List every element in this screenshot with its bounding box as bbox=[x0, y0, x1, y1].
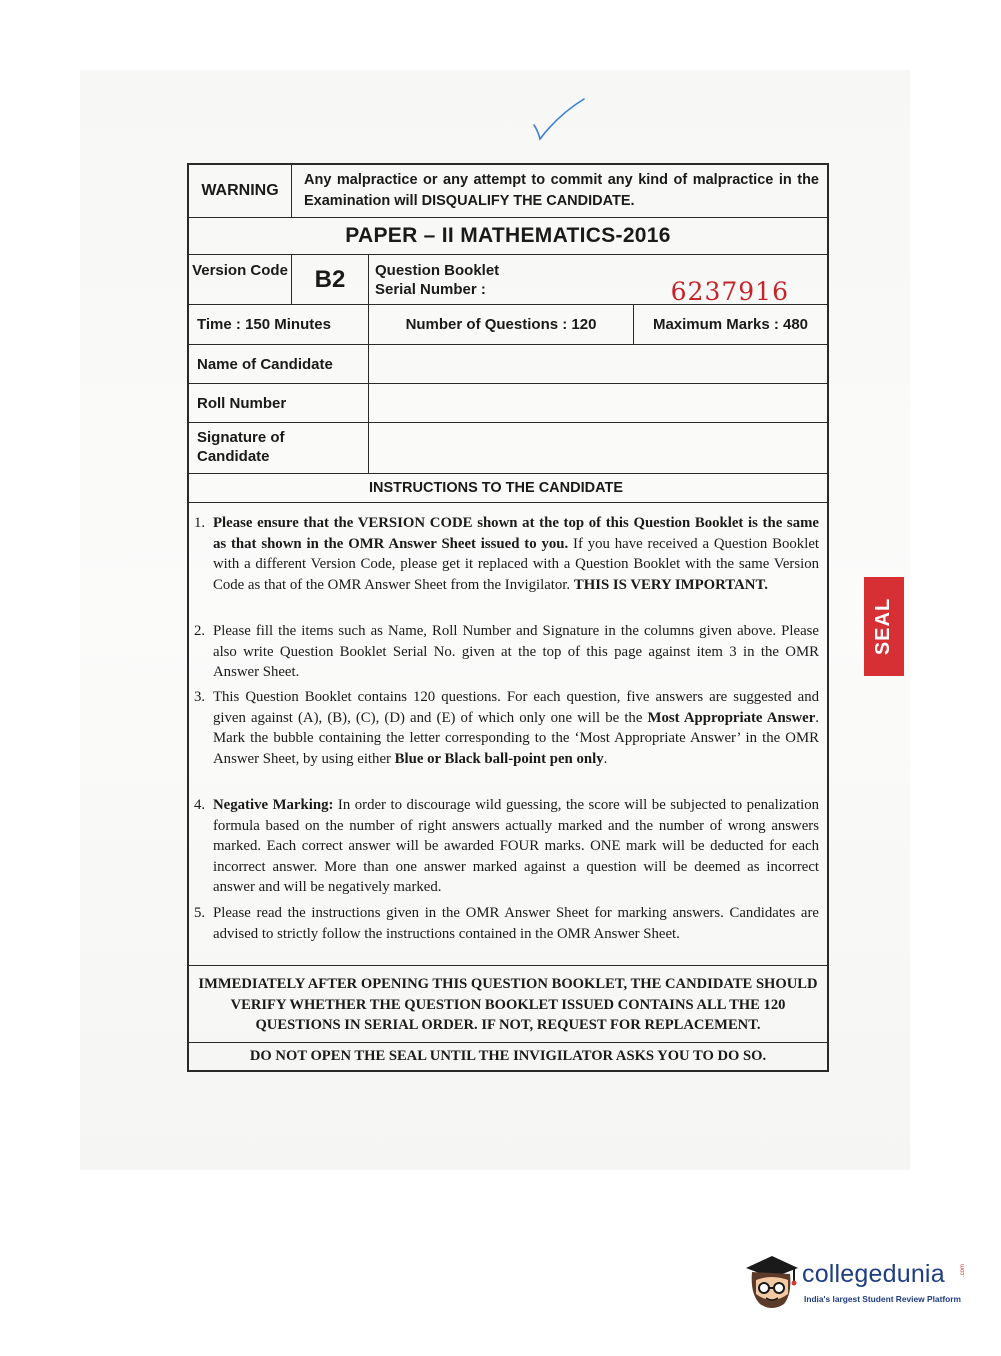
warning-row bbox=[189, 165, 827, 218]
serial-number-value: 6237916 bbox=[670, 277, 789, 306]
instruction-item bbox=[189, 795, 819, 898]
instruction-text: . bbox=[603, 750, 608, 767]
instruction-text: If you have received a Question Booklet with a different Version Code, please get it replaced with a Question Booklet with the same Version Code as that of the OMR Answer Sheet from the Invigilator. bbox=[213, 535, 819, 593]
signature-label bbox=[189, 423, 369, 473]
instruction-number: 1. bbox=[194, 515, 206, 531]
instruction-text: Please read the instructions given in the OMR Answer Sheet for marking answers. Candidates are advised to strictly follow the instructions contained in the OMR Answer Sheet. bbox=[213, 905, 819, 942]
question-booklet-cover bbox=[187, 163, 829, 1072]
instruction-number: 2. bbox=[194, 623, 206, 639]
signature-row bbox=[189, 423, 827, 474]
instruction-bold: Blue or Black ball-point pen only bbox=[394, 750, 604, 767]
instruction-bold: Please ensure that the VERSION CODE shown at the top of this Question Booklet is the same as that shown in the OMR Answer Sheet issued to you. bbox=[213, 515, 819, 552]
serial-label-line2: Serial Number : bbox=[375, 281, 486, 298]
instruction-text: . Mark the bubble containing the letter corresponding to the ‘Most Appropriate Answer’ in the OMR Answer Sheet, by using either bbox=[213, 709, 819, 767]
instruction-number: 4. bbox=[194, 797, 206, 813]
serial-label-line1: Question Booklet bbox=[375, 262, 500, 279]
instruction-number: 3. bbox=[194, 689, 206, 705]
seal-warning-footer: DO NOT OPEN THE SEAL UNTIL THE INVIGILATOR ASKS YOU TO DO SO. bbox=[249, 1048, 767, 1064]
instruction-item bbox=[189, 903, 819, 944]
instruction-number: 5. bbox=[194, 905, 206, 921]
signature-label-line1: Signature of bbox=[197, 429, 285, 446]
instruction-bold: Negative Marking: bbox=[213, 797, 334, 813]
instruction-text: In order to discourage wild guessing, the score will be subjected to penalization formula based on the number of right answers actually marked and the number of wrong answers marked. Each correct answer will be awarded FOUR marks. ONE mark will be deducted for each incorrect answer. More than one answer marked against a question will be deemed as incorrect answer and will be negatively marked. bbox=[213, 797, 819, 896]
seal-tab[interactable] bbox=[864, 577, 904, 676]
version-row bbox=[189, 255, 827, 305]
name-field[interactable] bbox=[369, 345, 827, 383]
warning-text: Any malpractice or any attempt to commit any kind of malpractice in the Examination will DISQUALIFY THE CANDIDATE. bbox=[304, 172, 819, 209]
version-code-value: B2 bbox=[292, 255, 369, 304]
logo-tagline: India's largest Student Review Platform bbox=[804, 1294, 961, 1304]
paper-title: PAPER – II MATHEMATICS-2016 bbox=[189, 218, 827, 255]
instruction-text: Please fill the items such as Name, Roll Number and Signature in the columns given above. Please also write Question Booklet Serial No. given at the top of this page against item 3 in the OMR Answer Sheet. bbox=[213, 623, 819, 681]
instructions-list bbox=[189, 503, 827, 965]
instruction-bold: THIS IS VERY IMPORTANT. bbox=[573, 576, 768, 593]
instruction-item bbox=[189, 687, 819, 769]
instruction-bold: Most Appropriate Answer bbox=[647, 709, 816, 726]
logo-domain: .com bbox=[960, 1264, 966, 1278]
serial-number-label bbox=[369, 255, 559, 304]
roll-label: Roll Number bbox=[189, 384, 369, 422]
checkmark-icon bbox=[528, 95, 588, 145]
signature-field[interactable] bbox=[369, 423, 827, 473]
signature-label-line2: Candidate bbox=[197, 448, 270, 465]
version-code-label: Version Code bbox=[189, 255, 292, 304]
marks-info: Maximum Marks : 480 bbox=[652, 316, 809, 333]
roll-field[interactable] bbox=[369, 384, 827, 422]
instruction-text: This Question Booklet contains 120 questions. For each question, five answers are suggested and given against (A), (B), (C), (D) and (E) of which only one will be the bbox=[213, 689, 819, 726]
collegedunia-logo[interactable] bbox=[742, 1250, 972, 1320]
seal-label: SEAL bbox=[872, 597, 895, 656]
collegedunia-mascot-icon bbox=[742, 1250, 800, 1312]
questions-info: Number of Questions : 120 bbox=[369, 305, 634, 344]
roll-row bbox=[189, 384, 827, 423]
exam-info-row bbox=[189, 305, 827, 345]
time-info: Time : 150 Minutes bbox=[189, 305, 369, 344]
name-label: Name of Candidate bbox=[189, 345, 369, 383]
verification-notice: IMMEDIATELY AFTER OPENING THIS QUESTION BOOKLET, THE CANDIDATE SHOULD VERIFY WHETHER THE QUESTION BOOKLET ISSUED CONTAINS ALL THE 120 QUESTIONS IN SERIAL ORDER. IF NOT, REQUEST FOR REPLACEMENT. bbox=[189, 965, 827, 1043]
instruction-item bbox=[189, 513, 819, 595]
name-row bbox=[189, 345, 827, 384]
instructions-heading: INSTRUCTIONS TO THE CANDIDATE bbox=[189, 474, 827, 503]
logo-wordmark: collegedunia bbox=[802, 1260, 945, 1288]
warning-label: WARNING bbox=[189, 165, 292, 217]
instruction-item bbox=[189, 621, 819, 683]
